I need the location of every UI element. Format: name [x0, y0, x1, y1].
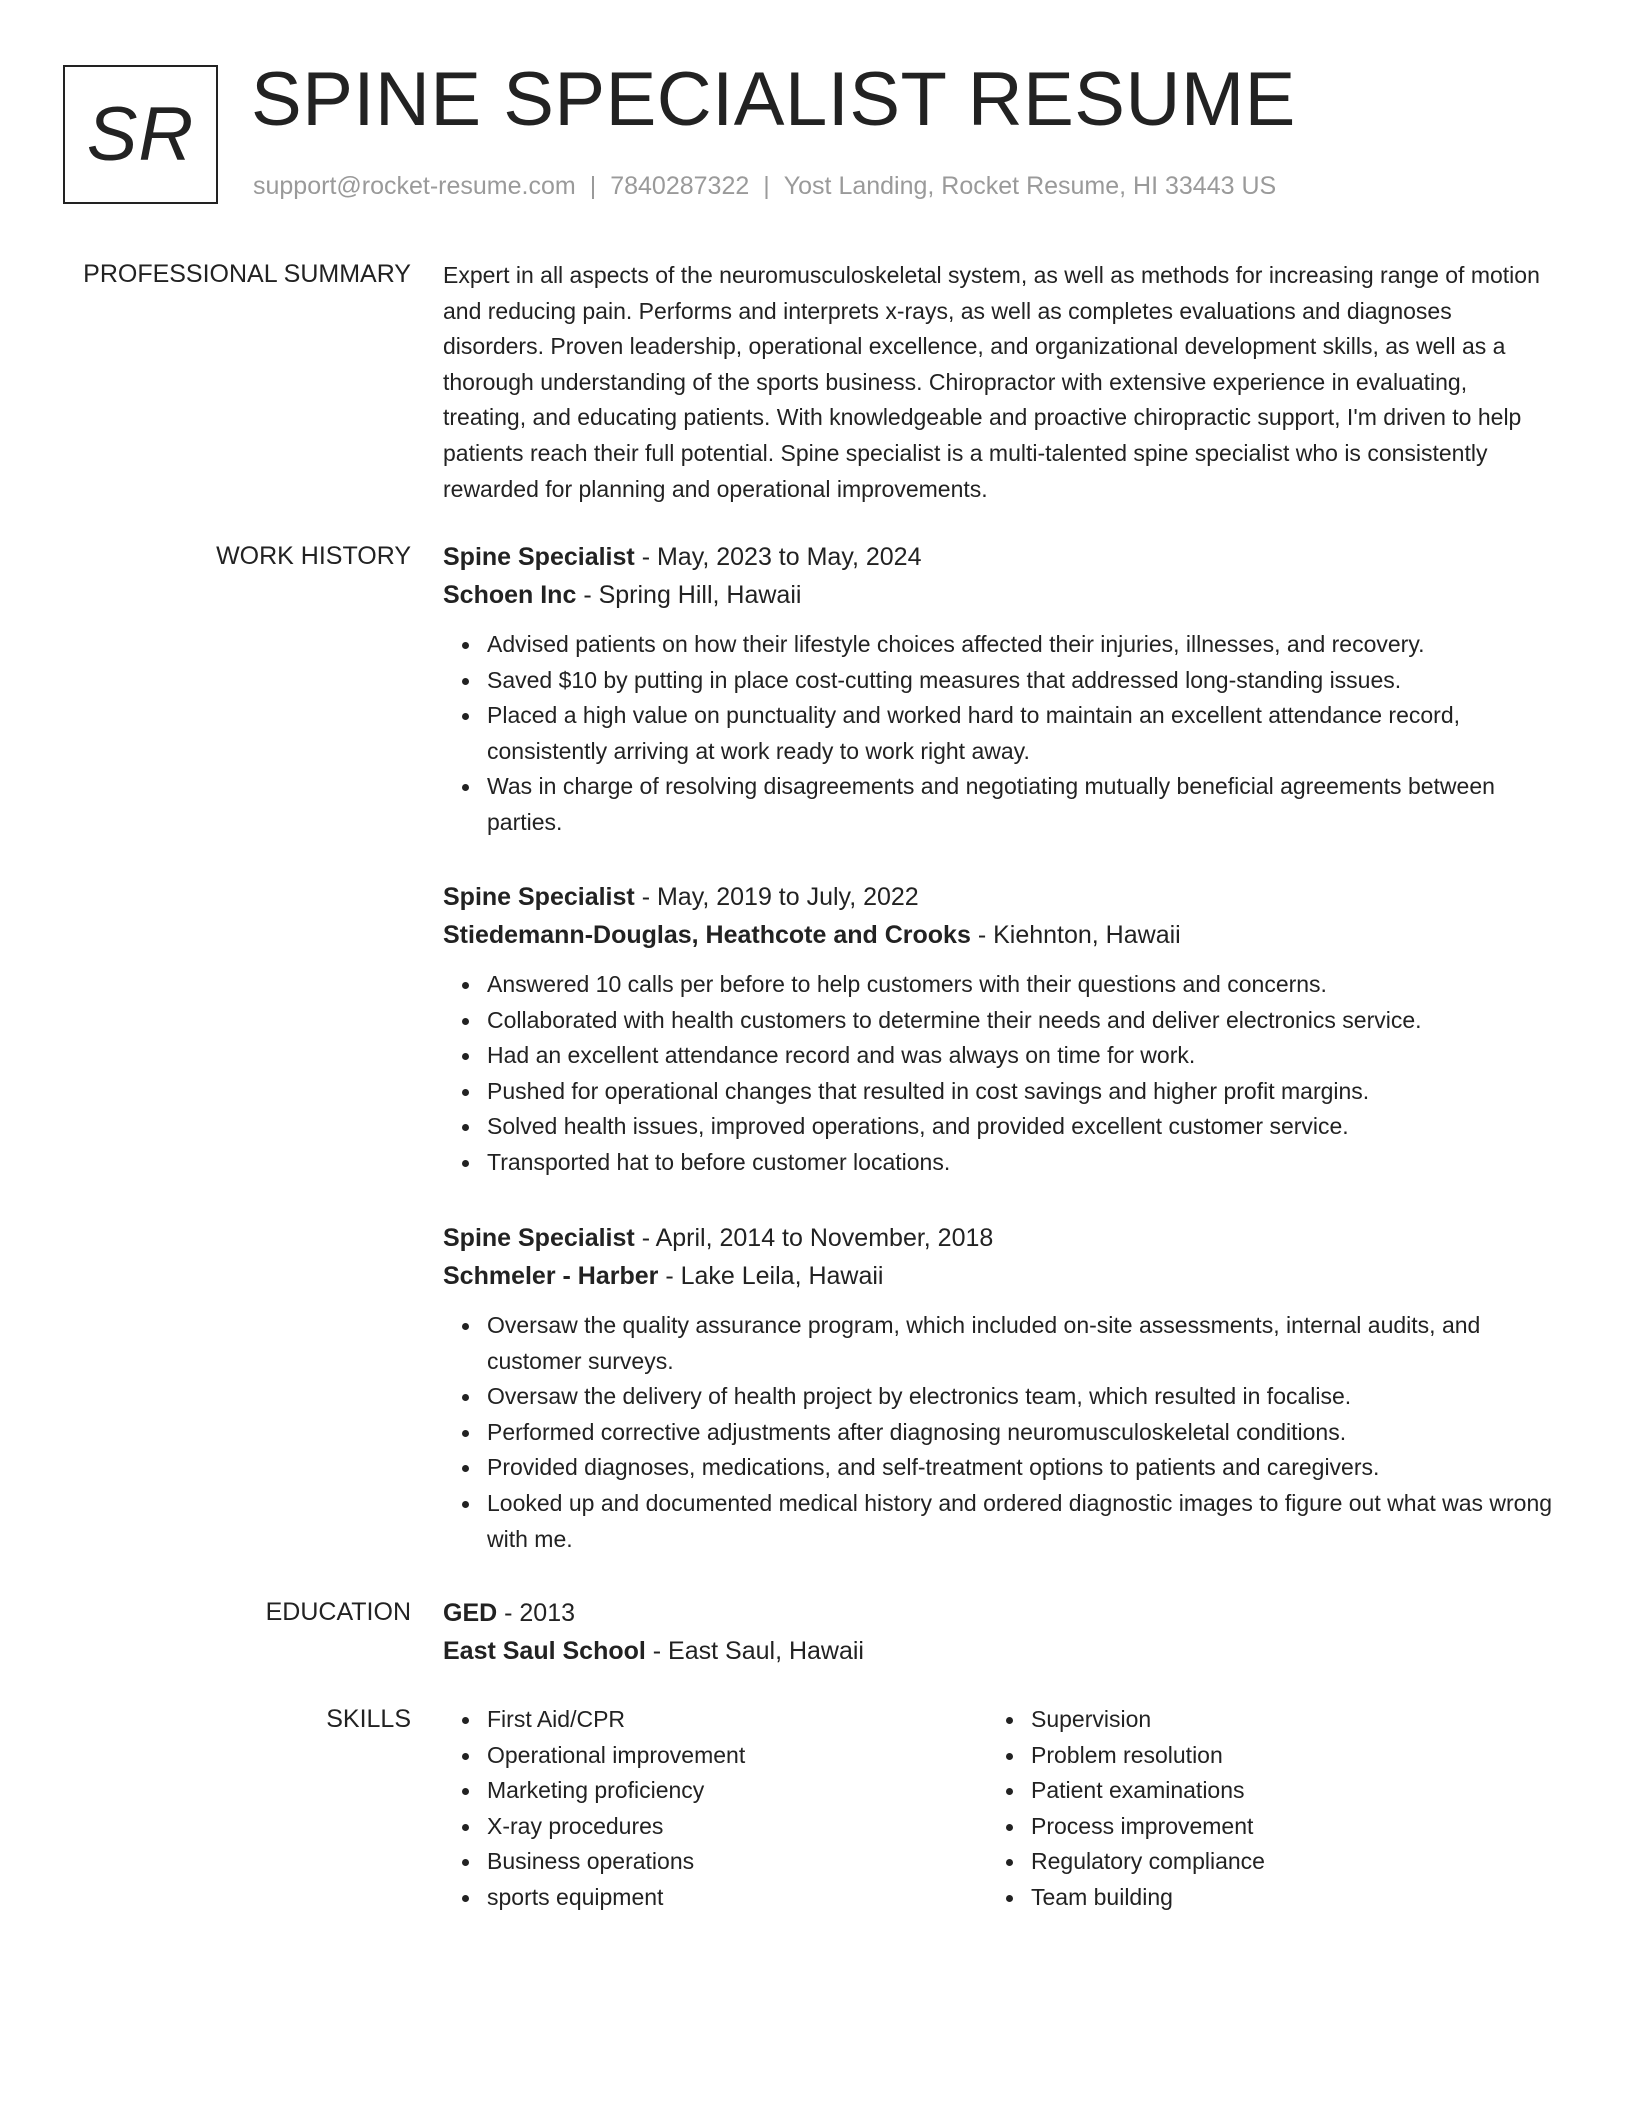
job-title: Spine Specialist: [443, 1224, 635, 1252]
job-bullet: Answered 10 calls per before to help customers with their questions and concerns.: [487, 967, 1553, 1003]
job-bullet: Pushed for operational changes that resulted in cost savings and higher profit margins.: [487, 1074, 1553, 1110]
job-location: - Spring Hill, Hawaii: [576, 581, 802, 609]
monogram-logo: SR: [63, 65, 218, 204]
contact-email: support@rocket-resume.com: [253, 172, 576, 200]
job-bullet-list: [443, 1308, 1553, 1557]
job-title: Spine Specialist: [443, 543, 635, 571]
job-company-line: [443, 576, 1553, 614]
skill-item: Patient examinations: [1031, 1773, 1265, 1809]
job-bullet: Was in charge of resolving disagreements and negotiating mutually beneficial agreements between parties.: [487, 769, 1553, 840]
resume-title: SPINE SPECIALIST RESUME: [251, 57, 1296, 142]
skill-item: First Aid/CPR: [487, 1702, 745, 1738]
education-school-line: [443, 1632, 1553, 1670]
education-year: - 2013: [497, 1599, 576, 1627]
skill-item: sports equipment: [487, 1880, 745, 1916]
job-company-line: [443, 1257, 1553, 1295]
job-bullet: Provided diagnoses, medications, and self-treatment options to patients and caregivers.: [487, 1450, 1553, 1486]
job-bullet: Collaborated with health customers to determine their needs and deliver electronics service.: [487, 1003, 1553, 1039]
job-bullet: Solved health issues, improved operations, and provided excellent customer service.: [487, 1109, 1553, 1145]
job-dates: - May, 2023 to May, 2024: [634, 543, 922, 571]
job-bullet-list: [443, 967, 1553, 1181]
skill-item: Problem resolution: [1031, 1738, 1265, 1774]
skill-item: Team building: [1031, 1880, 1265, 1916]
job-title: Spine Specialist: [443, 883, 635, 911]
skill-item: Process improvement: [1031, 1809, 1265, 1845]
skills-list-right: [987, 1702, 1265, 1916]
job-company: Stiedemann-Douglas, Heathcote and Crooks: [443, 921, 971, 949]
job-bullet: Looked up and documented medical history and ordered diagnostic images to figure out what was wrong with me.: [487, 1486, 1553, 1557]
job-location: - Kiehnton, Hawaii: [970, 921, 1181, 949]
contact-separator: |: [589, 172, 597, 200]
education-degree: GED: [443, 1599, 498, 1627]
section-label-work-history: WORK HISTORY: [216, 542, 411, 570]
section-label-summary: PROFESSIONAL SUMMARY: [83, 260, 411, 288]
section-label-education: EDUCATION: [265, 1598, 411, 1626]
job-bullet-list: [443, 627, 1553, 841]
skills-column-left: [443, 1702, 745, 1916]
contact-line: [253, 172, 1276, 201]
education-body: [443, 1594, 1553, 1670]
job-dates: - April, 2014 to November, 2018: [634, 1224, 994, 1252]
job-title-line: [443, 878, 1553, 916]
contact-separator: |: [763, 172, 770, 200]
education-school: East Saul School: [443, 1637, 646, 1665]
job-dates: - May, 2019 to July, 2022: [634, 883, 919, 911]
job-entry: [443, 1219, 1553, 1557]
job-bullet: Placed a high value on punctuality and worked hard to maintain an excellent attendance record, consistently arriving at work ready to work right away.: [487, 698, 1553, 769]
skill-item: Supervision: [1031, 1702, 1265, 1738]
job-company: Schoen Inc: [443, 581, 577, 609]
education-degree-line: [443, 1594, 1553, 1632]
contact-address: Yost Landing, Rocket Resume, HI 33443 US: [783, 172, 1277, 200]
job-company: Schmeler - Harber: [443, 1262, 659, 1290]
job-entry: [443, 538, 1553, 841]
job-bullet: Had an excellent attendance record and was always on time for work.: [487, 1038, 1553, 1074]
skills-column-right: [987, 1702, 1265, 1916]
job-title-line: [443, 1219, 1553, 1257]
skill-item: X-ray procedures: [487, 1809, 745, 1845]
education-location: - East Saul, Hawaii: [645, 1637, 864, 1665]
job-bullet: Performed corrective adjustments after diagnosing neuromusculoskeletal conditions.: [487, 1415, 1553, 1451]
summary-body: [443, 258, 1553, 507]
skill-item: Marketing proficiency: [487, 1773, 745, 1809]
skill-item: Regulatory compliance: [1031, 1844, 1265, 1880]
job-bullet: Oversaw the delivery of health project by electronics team, which resulted in focalise.: [487, 1379, 1553, 1415]
skills-list-left: [443, 1702, 745, 1916]
contact-phone: 7840287322: [610, 172, 750, 200]
job-company-line: [443, 916, 1553, 954]
skill-item: Operational improvement: [487, 1738, 745, 1774]
job-bullet: Transported hat to before customer locations.: [487, 1145, 1553, 1181]
job-bullet: Advised patients on how their lifestyle choices affected their injuries, illnesses, and recovery.: [487, 627, 1553, 663]
job-location: - Lake Leila, Hawaii: [658, 1262, 884, 1290]
job-title-line: [443, 538, 1553, 576]
job-bullet: Oversaw the quality assurance program, which included on-site assessments, internal audits, and customer surveys.: [487, 1308, 1553, 1379]
job-entry: [443, 878, 1553, 1181]
skill-item: Business operations: [487, 1844, 745, 1880]
summary-text: Expert in all aspects of the neuromusculoskeletal system, as well as methods for increasing range of motion and reducing pain. Performs and interprets x-rays, as well as completes evaluations and diagnoses disorders. Proven leadership, operational excellence, and organizational development skills, as well as a thorough understanding of the sports business. Chiropractor with extensive experience in evaluating, treating, and educating patients. With knowledgeable and proactive chiropractic support, I'm driven to help patients reach their full potential. Spine specialist is a multi-talented spine specialist who is consistently rewarded for planning and operational improvements.: [443, 262, 1540, 502]
section-label-skills: SKILLS: [326, 1705, 411, 1733]
job-bullet: Saved $10 by putting in place cost-cutting measures that addressed long-standing issues.: [487, 663, 1553, 699]
